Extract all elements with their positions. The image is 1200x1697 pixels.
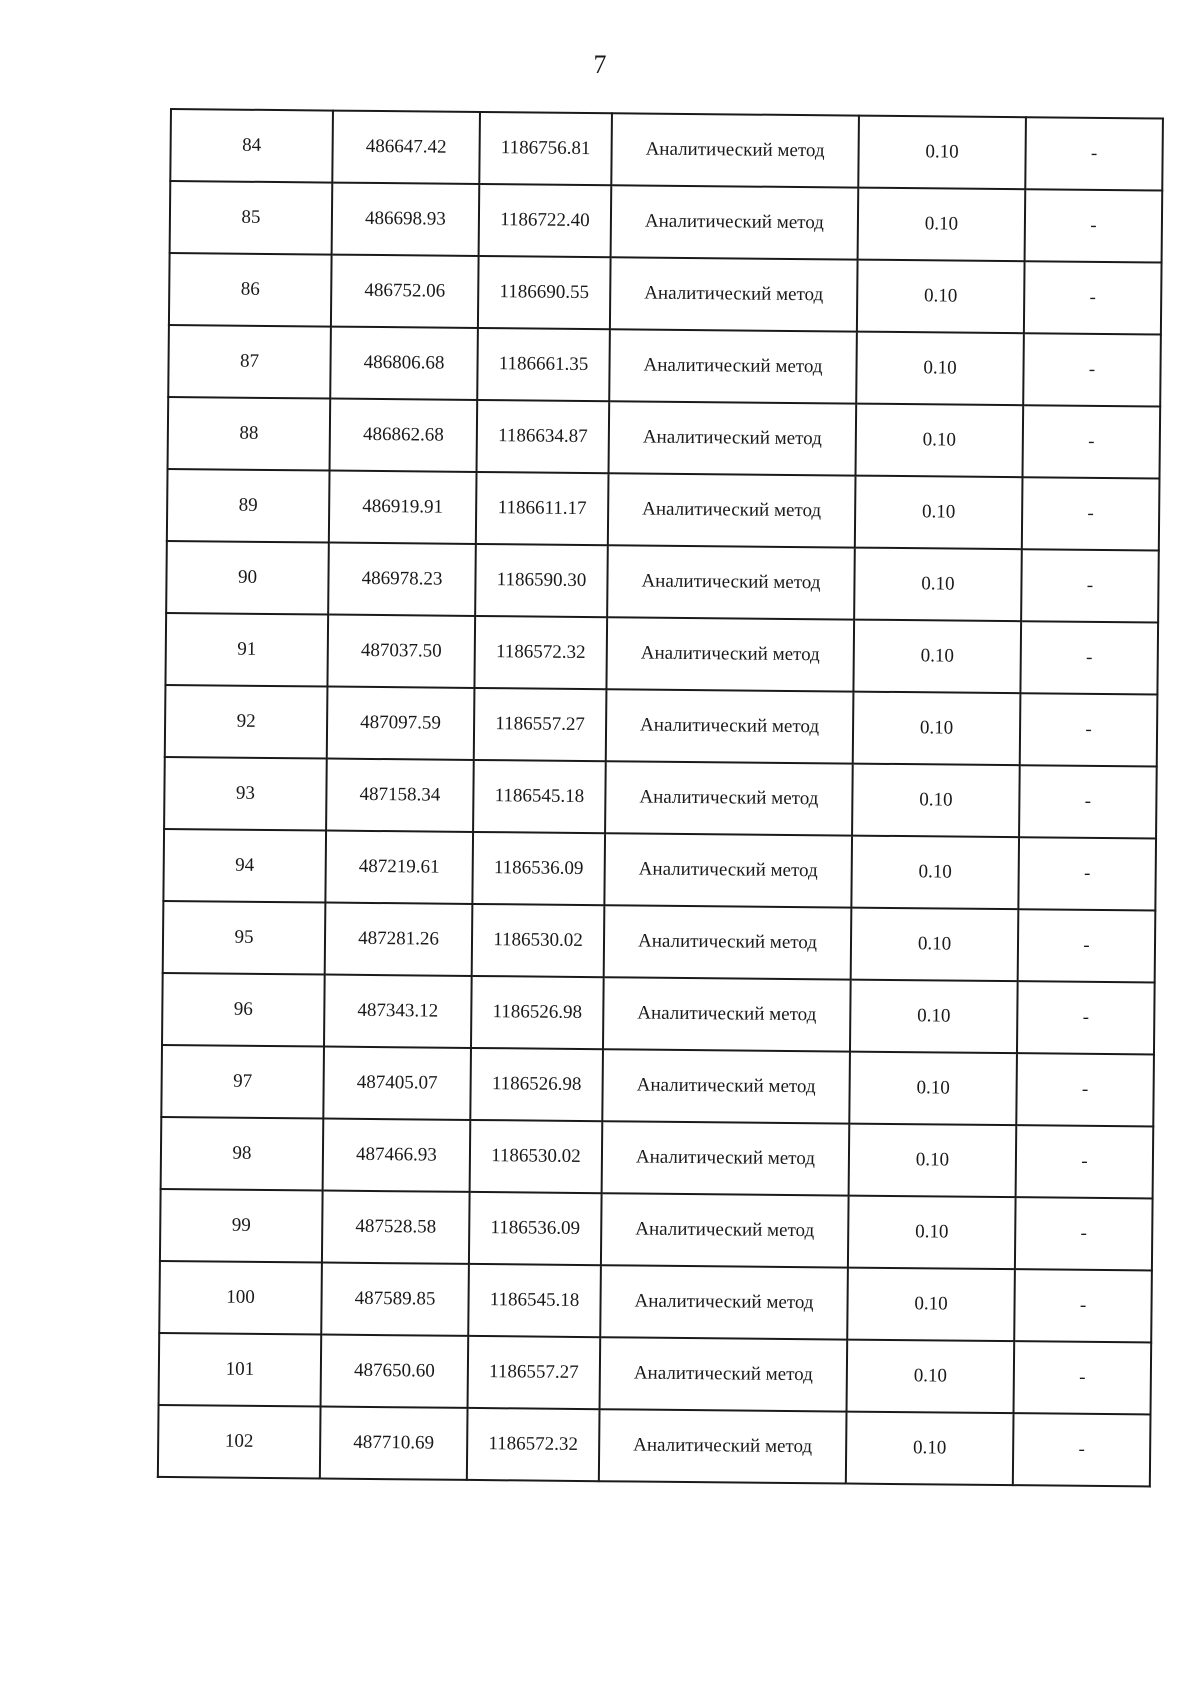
x-coordinate-cell: 487589.85 [321, 1263, 469, 1336]
method-cell: Аналитический метод [606, 689, 854, 763]
note-cell: - [1015, 1197, 1153, 1270]
method-cell: Аналитический метод [604, 833, 852, 907]
method-cell: Аналитический метод [610, 257, 858, 331]
point-number-cell: 85 [170, 181, 333, 255]
table-row [162, 973, 1155, 1055]
table-row [168, 325, 1161, 407]
y-coordinate-cell: 1186545.18 [468, 1264, 601, 1337]
y-coordinate-cell: 1186545.18 [473, 760, 606, 833]
table-row [165, 685, 1158, 767]
method-cell: Аналитический метод [599, 1409, 847, 1483]
table-row [167, 469, 1160, 551]
accuracy-cell: 0.10 [847, 1268, 1015, 1342]
table-row [161, 1117, 1154, 1199]
note-cell: - [1023, 333, 1161, 406]
y-coordinate-cell: 1186536.09 [472, 832, 605, 905]
note-cell: - [1025, 117, 1163, 190]
method-cell: Аналитический метод [600, 1337, 848, 1411]
method-cell: Аналитический метод [609, 329, 857, 403]
note-cell: - [1022, 405, 1160, 478]
note-cell: - [1021, 549, 1159, 622]
method-cell: Аналитический метод [611, 113, 859, 187]
table-row [170, 109, 1163, 191]
point-number-cell: 102 [158, 1405, 321, 1479]
accuracy-cell: 0.10 [856, 404, 1024, 478]
accuracy-cell: 0.10 [858, 116, 1026, 190]
note-cell: - [1018, 909, 1156, 982]
note-cell: - [1020, 693, 1158, 766]
table-row [164, 757, 1157, 839]
x-coordinate-cell: 486978.23 [328, 543, 476, 616]
point-number-cell: 86 [169, 253, 332, 327]
point-number-cell: 93 [164, 757, 327, 831]
y-coordinate-cell: 1186526.98 [471, 976, 604, 1049]
accuracy-cell: 0.10 [853, 620, 1021, 694]
table-row [166, 541, 1159, 623]
accuracy-cell: 0.10 [847, 1340, 1015, 1414]
x-coordinate-cell: 486862.68 [330, 399, 478, 472]
x-coordinate-cell: 487528.58 [322, 1191, 470, 1264]
point-number-cell: 94 [163, 829, 326, 903]
table-row [163, 901, 1156, 983]
note-cell: - [1013, 1413, 1151, 1486]
point-number-cell: 96 [162, 973, 325, 1047]
method-cell: Аналитический метод [606, 617, 854, 691]
method-cell: Аналитический метод [609, 401, 857, 475]
x-coordinate-cell: 487097.59 [327, 687, 475, 760]
point-number-cell: 92 [165, 685, 328, 759]
point-number-cell: 95 [163, 901, 326, 975]
note-cell: - [1014, 1269, 1152, 1342]
note-cell: - [1019, 765, 1157, 838]
coordinates-table-body [158, 109, 1163, 1486]
x-coordinate-cell: 487710.69 [320, 1407, 468, 1480]
accuracy-cell: 0.10 [851, 908, 1019, 982]
y-coordinate-cell: 1186530.02 [470, 1120, 603, 1193]
table-row [159, 1261, 1152, 1343]
method-cell: Аналитический метод [604, 905, 852, 979]
method-cell: Аналитический метод [605, 761, 853, 835]
note-cell: - [1024, 261, 1162, 334]
x-coordinate-cell: 487037.50 [327, 615, 475, 688]
method-cell: Аналитический метод [608, 473, 856, 547]
coordinates-table-container [157, 108, 1160, 1487]
y-coordinate-cell: 1186557.27 [474, 688, 607, 761]
x-coordinate-cell: 487219.61 [325, 831, 473, 904]
note-cell: - [1014, 1341, 1152, 1414]
y-coordinate-cell: 1186536.09 [469, 1192, 602, 1265]
x-coordinate-cell: 486919.91 [329, 471, 477, 544]
method-cell: Аналитический метод [600, 1265, 848, 1339]
point-number-cell: 87 [168, 325, 331, 399]
y-coordinate-cell: 1186690.55 [478, 256, 611, 329]
y-coordinate-cell: 1186756.81 [479, 112, 612, 185]
note-cell: - [1025, 189, 1163, 262]
table-row [169, 253, 1162, 335]
y-coordinate-cell: 1186590.30 [475, 544, 608, 617]
point-number-cell: 101 [159, 1333, 322, 1407]
method-cell: Аналитический метод [607, 545, 855, 619]
point-number-cell: 98 [161, 1117, 324, 1191]
x-coordinate-cell: 487343.12 [324, 975, 472, 1048]
note-cell: - [1022, 477, 1160, 550]
accuracy-cell: 0.10 [858, 188, 1026, 262]
y-coordinate-cell: 1186722.40 [479, 184, 612, 257]
note-cell: - [1016, 1053, 1154, 1126]
y-coordinate-cell: 1186661.35 [477, 328, 610, 401]
point-number-cell: 100 [159, 1261, 322, 1335]
accuracy-cell: 0.10 [857, 260, 1025, 334]
x-coordinate-cell: 486752.06 [331, 255, 479, 328]
coordinates-table [157, 108, 1164, 1487]
table-row [168, 397, 1161, 479]
point-number-cell: 88 [168, 397, 331, 471]
accuracy-cell: 0.10 [849, 1052, 1017, 1126]
y-coordinate-cell: 1186526.98 [470, 1048, 603, 1121]
point-number-cell: 89 [167, 469, 330, 543]
table-row [170, 181, 1163, 263]
y-coordinate-cell: 1186572.32 [474, 616, 607, 689]
point-number-cell: 99 [160, 1189, 323, 1263]
accuracy-cell: 0.10 [851, 836, 1019, 910]
point-number-cell: 90 [166, 541, 329, 615]
y-coordinate-cell: 1186634.87 [477, 400, 610, 473]
y-coordinate-cell: 1186557.27 [468, 1336, 601, 1409]
note-cell: - [1020, 621, 1158, 694]
x-coordinate-cell: 486698.93 [332, 183, 480, 256]
accuracy-cell: 0.10 [852, 764, 1020, 838]
table-row [163, 829, 1156, 911]
accuracy-cell: 0.10 [849, 1124, 1017, 1198]
table-row [165, 613, 1158, 695]
table-row [161, 1045, 1154, 1127]
accuracy-cell: 0.10 [848, 1196, 1016, 1270]
table-row [158, 1405, 1151, 1487]
accuracy-cell: 0.10 [846, 1412, 1014, 1486]
x-coordinate-cell: 487405.07 [323, 1047, 471, 1120]
y-coordinate-cell: 1186530.02 [472, 904, 605, 977]
point-number-cell: 97 [161, 1045, 324, 1119]
table-row [159, 1333, 1152, 1415]
method-cell: Аналитический метод [611, 185, 859, 259]
x-coordinate-cell: 487650.60 [321, 1335, 469, 1408]
point-number-cell: 91 [165, 613, 328, 687]
accuracy-cell: 0.10 [855, 476, 1023, 550]
accuracy-cell: 0.10 [853, 692, 1021, 766]
accuracy-cell: 0.10 [854, 548, 1022, 622]
x-coordinate-cell: 487466.93 [323, 1119, 471, 1192]
method-cell: Аналитический метод [602, 1121, 850, 1195]
table-row [160, 1189, 1153, 1271]
note-cell: - [1016, 1125, 1154, 1198]
note-cell: - [1017, 981, 1155, 1054]
method-cell: Аналитический метод [602, 1049, 850, 1123]
x-coordinate-cell: 487281.26 [325, 903, 473, 976]
accuracy-cell: 0.10 [856, 332, 1024, 406]
page-number: 7 [593, 50, 607, 79]
method-cell: Аналитический метод [601, 1193, 849, 1267]
x-coordinate-cell: 487158.34 [326, 759, 474, 832]
x-coordinate-cell: 486806.68 [330, 327, 478, 400]
note-cell: - [1018, 837, 1156, 910]
point-number-cell: 84 [170, 109, 333, 183]
method-cell: Аналитический метод [603, 977, 851, 1051]
x-coordinate-cell: 486647.42 [332, 111, 480, 184]
y-coordinate-cell: 1186611.17 [476, 472, 609, 545]
y-coordinate-cell: 1186572.32 [467, 1408, 600, 1481]
accuracy-cell: 0.10 [850, 980, 1018, 1054]
